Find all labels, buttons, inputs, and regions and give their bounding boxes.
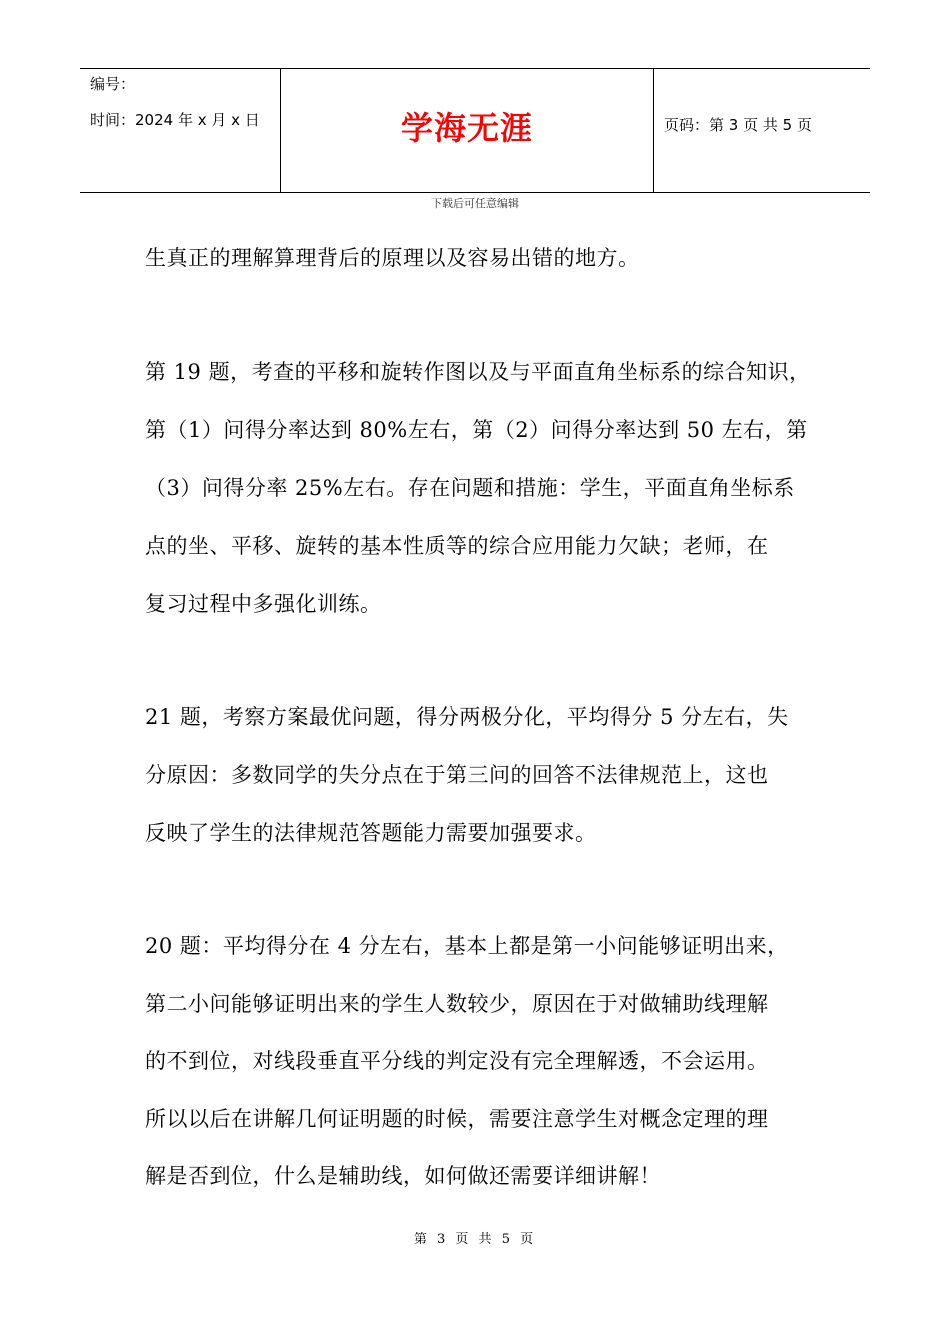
header-right-cell [654,69,870,192]
page-footer: 第 3 页 共 5 页 [413,1232,537,1247]
header-middle-cell [281,69,654,192]
body-line: 第二小问能够证明出来的学生人数较少，原因在于对做辅助线理解 [145,992,769,1016]
body-line: 第 19 题，考查的平移和旋转作图以及与平面直角坐标系的综合知识， [145,360,811,384]
body-line: 20 题：平均得分在 4 分左右，基本上都是第一小问能够证明出来， [145,934,789,958]
body-line: 反映了学生的法律规范答题能力需要加强要求。 [145,821,597,845]
brand-title: 学海无涯 [400,109,533,147]
body-line: 第（1）问得分率达到 80%左右，第（2）问得分率达到 50 左右，第 [145,418,808,442]
body-line: 点的坐、平移、旋转的基本性质等的综合应用能力欠缺；老师，在 [145,534,769,558]
header-left-cell [80,69,281,192]
body-line: 复习过程中多强化训练。 [145,592,382,616]
body-line: 解是否到位，什么是辅助线，如何做还需要详细讲解！ [145,1164,661,1188]
body-line: 的不到位，对线段垂直平分线的判定没有完全理解透，不会运用。 [145,1049,769,1073]
body-line: 所以以后在讲解几何证明题的时候，需要注意学生对概念定理的理 [145,1107,769,1131]
body-line: （3）问得分率 25%左右。存在问题和措施：学生，平面直角坐标系 [145,476,795,500]
editable-note: 下载后可任意编辑 [431,197,519,210]
body-line: 生真正的理解算理背后的原理以及容易出错的地方。 [145,246,640,270]
header-table [80,68,870,193]
time-label: 时间：2024 年 x 月 x 日 [90,111,260,129]
page-label: 页码：第 3 页 共 5 页 [664,116,812,134]
number-label: 编号： [90,75,136,93]
body-line: 分原因：多数同学的失分点在于第三问的回答不法律规范上，这也 [145,763,769,787]
body-line: 21 题，考察方案最优问题，得分两极分化，平均得分 5 分左右，失 [145,705,789,729]
